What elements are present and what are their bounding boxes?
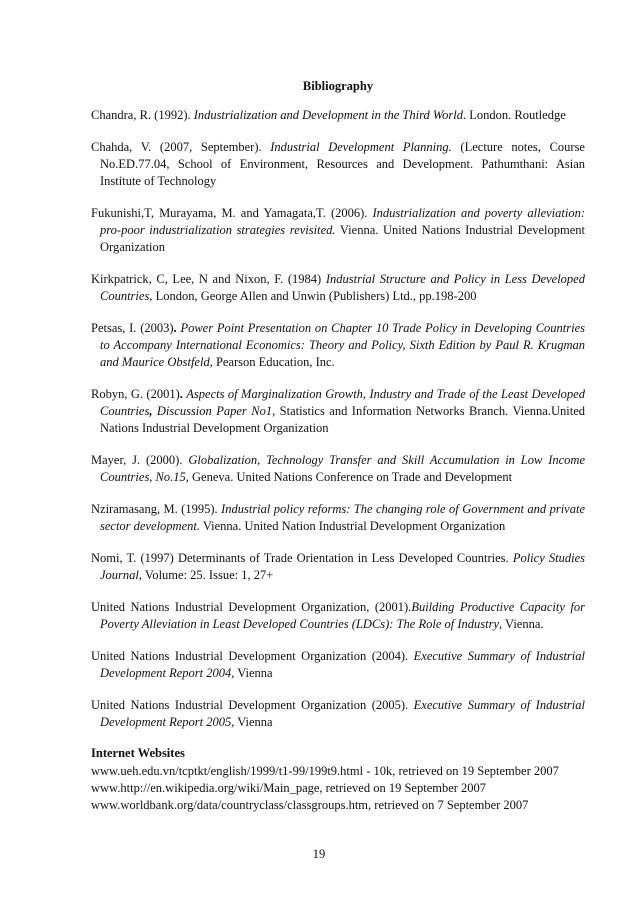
reference-item bbox=[91, 550, 585, 584]
reference-title: Executive Summary of Industrial Development Report 2005, bbox=[100, 697, 585, 729]
reference-text: . London. Routledge bbox=[462, 108, 566, 122]
reference-text: (Lecture notes, Course No.ED.77.04, School of Environment, Resources and Development. Pathumthani: Asian Institute of Technology bbox=[100, 139, 585, 189]
reference-punctuation: , bbox=[149, 404, 157, 419]
reference-item bbox=[91, 320, 585, 372]
reference-text: United Nations Industrial Development Organization (2005). bbox=[91, 697, 414, 712]
reference-title: Discussion Paper No1, bbox=[156, 404, 276, 419]
reference-title: Policy Studies Journal, bbox=[100, 550, 585, 583]
section-heading: Internet Websites bbox=[91, 746, 185, 761]
reference-text: London, George Allen and Unwin (Publishers) Ltd., pp.198-200 bbox=[152, 289, 477, 304]
reference-item bbox=[91, 599, 585, 633]
reference-text: Kirkpatrick, C, Lee, N and Nixon, F. (1984) bbox=[91, 271, 326, 286]
reference-title: Executive Summary of Industrial Development Report 2004, bbox=[100, 648, 585, 680]
reference-text: Vienna bbox=[234, 665, 273, 680]
reference-item bbox=[91, 205, 585, 257]
reference-title: Building Productive Capacity for Poverty Alleviation in Least Developed Countries (LDCs): The Role of Industry bbox=[100, 599, 585, 631]
website-entry: www.ueh.edu.vn/tcptkt/english/1999/t1-99/199t9.html - 10k, retrieved on 19 September 2007 bbox=[91, 763, 559, 778]
reference-item bbox=[91, 648, 585, 682]
page-number: 19 bbox=[312, 847, 326, 861]
reference-item bbox=[91, 501, 585, 535]
reference-item bbox=[91, 271, 585, 305]
reference-title: Globalization, Technology Transfer and Skill Accumulation in Low Income Countries, No.15, bbox=[100, 453, 585, 485]
reference-item bbox=[91, 452, 585, 486]
reference-text: Petsas, I. (2003) bbox=[91, 320, 174, 335]
reference-item bbox=[91, 386, 585, 438]
reference-text: Volume: 25. Issue: 1, 27+ bbox=[142, 568, 274, 583]
reference-title: Industrial Structure and Policy in Less Developed Countries, bbox=[100, 271, 585, 304]
page-title: Bibliography bbox=[302, 79, 374, 93]
reference-item bbox=[91, 697, 585, 731]
reference-text: Statistics and Information Networks Branch. Vienna.United Nations Industrial Development Organization bbox=[100, 404, 586, 436]
reference-title: Aspects of Marginalization Growth, Industry and Trade of the Least Developed Countries bbox=[100, 386, 585, 419]
reference-title: Industrial policy reforms: The changing role of Government and private sector development. bbox=[100, 501, 585, 534]
reference-text: United Nations Industrial Development Organization, (2001). bbox=[91, 599, 412, 614]
website-entry: www.http://en.wikipedia.org/wiki/Main_page, retrieved on 19 September 2007 bbox=[91, 780, 487, 795]
reference-text: , Vienna. bbox=[499, 616, 544, 631]
reference-title: Industrialization and poverty alleviation: pro-poor industrialization strategies revisited. bbox=[100, 205, 586, 238]
reference-text: Nomi, T. (1997) Determinants of Trade Orientation in Less Developed Countries. bbox=[91, 550, 513, 565]
reference-text: Chahda, V. (2007, September). bbox=[91, 139, 271, 154]
reference-item bbox=[91, 139, 585, 191]
website-entry: www.worldbank.org/data/countryclass/classgroups.htm, retrieved on 7 September 2007 bbox=[91, 798, 529, 813]
reference-text: Nziramasang, M. (1995). bbox=[91, 501, 222, 516]
internet-websites-section bbox=[91, 745, 585, 814]
reference-text: Fukunishi,T, Murayama, M. and Yamagata,T. (2006). bbox=[91, 205, 373, 220]
reference-punctuation: . bbox=[173, 320, 181, 335]
reference-text: Chandra, R. (1992). bbox=[91, 108, 194, 122]
bibliography-page bbox=[91, 77, 585, 814]
reference-text: Vienna. United Nations Industrial Development Organization bbox=[100, 223, 585, 255]
reference-text: Robyn, G. (2001) bbox=[91, 386, 180, 401]
reference-punctuation: . bbox=[179, 386, 187, 401]
reference-title: Industrial Development Planning. bbox=[270, 139, 452, 154]
reference-text: Pearson Education, Inc. bbox=[212, 355, 335, 370]
reference-title: Industrialization and Development in the Third World bbox=[193, 108, 463, 122]
reference-text: United Nations Industrial Development Organization (2004). bbox=[91, 648, 414, 663]
reference-text: Mayer, J. (2000). bbox=[91, 453, 189, 468]
reference-title: Power Point Presentation on Chapter 10 Trade Policy in Developing Countries to Accompany International Economics: Theory and Policy, Sixth Edition by Paul R. Krugman and Maurice Obstfeld, bbox=[100, 320, 585, 370]
reference-text: Vienna bbox=[234, 714, 273, 729]
reference-item bbox=[91, 107, 585, 124]
reference-text: Vienna. United Nation Industrial Development Organization bbox=[199, 519, 506, 534]
reference-text: Geneva. United Nations Conference on Trade and Development bbox=[188, 470, 513, 485]
